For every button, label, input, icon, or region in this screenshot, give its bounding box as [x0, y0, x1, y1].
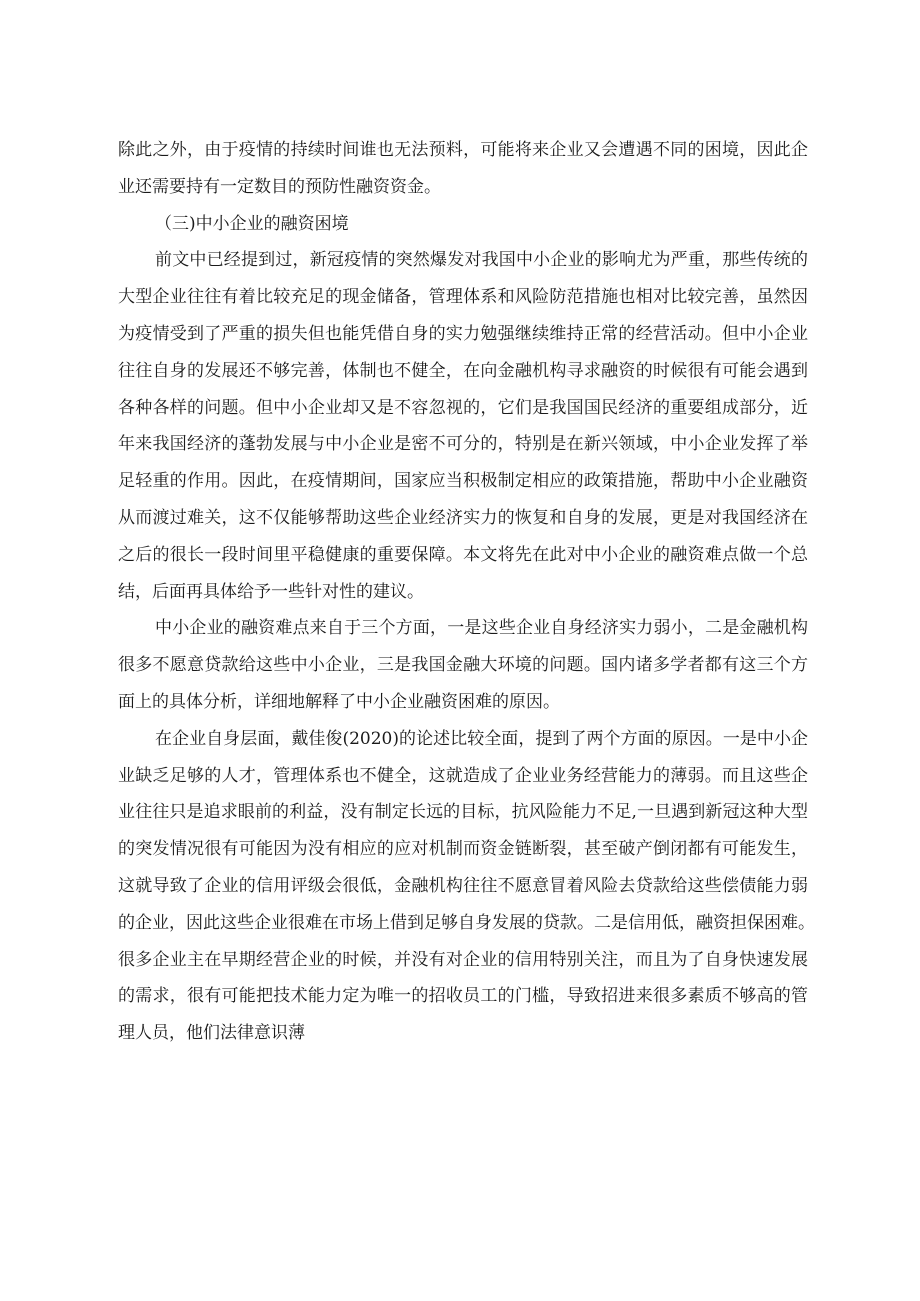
text-line: 业还需要持有一定数目的预防性融资资金。: [118, 176, 441, 197]
text-line: 结，后面再具体给予一些针对性的建议。: [118, 581, 424, 602]
text-line: 理人员，他们法律意识薄: [118, 1023, 305, 1044]
text-line: 的突发情况很有可能因为没有相应的应对机制而资金链断裂，甚至破产倒闭都有可能发生，: [118, 839, 808, 860]
text-line: 往往自身的发展还不够完善，体制也不健全，在向金融机构寻求融资的时候很有可能会遇到: [118, 360, 808, 381]
text-line: 足轻重的作用。因此，在疫情期间，国家应当积极制定相应的政策措施，帮助中小企业融资: [118, 471, 808, 492]
paragraph-first-line: 在企业自身层面，戴佳俊(2020)的论述比较全面，提到了两个方面的原因。一是中小企: [155, 728, 808, 749]
paragraph-first-line: 前文中已经提到过，新冠疫情的突然爆发对我国中小企业的影响尤为严重，那些传统的: [155, 250, 808, 271]
text-line: 很多不愿意贷款给这些中小企业，三是我国金融大环境的问题。国内诸多学者都有这三个方: [118, 655, 808, 676]
text-line: 的企业，因此这些企业很难在市场上借到足够自身发展的贷款。二是信用低，融资担保困难。: [118, 912, 815, 933]
text-line: 大型企业往往有着比较充足的现金储备，管理体系和风险防范措施也相对比较完善，虽然因: [118, 287, 808, 308]
text-line: 很多企业主在早期经营企业的时候，并没有对企业的信用特别关注，而且为了自身快速发展: [118, 949, 808, 970]
text-line: 之后的很长一段时间里平稳健康的重要保障。本文将先在此对中小企业的融资难点做一个总: [118, 544, 808, 565]
text-line: 面上的具体分析，详细地解释了中小企业融资困难的原因。: [118, 691, 560, 712]
text-line: 业往往只是追求眼前的利益，没有制定长远的目标，抗风险能力不足,一旦遇到新冠这种大型: [118, 802, 808, 823]
text-line: 业缺乏足够的人才，管理体系也不健全，这就造成了企业业务经营能力的薄弱。而且这些企: [118, 765, 808, 786]
document-body: [118, 132, 815, 1052]
text-line: 除此之外，由于疫情的持续时间谁也无法预料，可能将来企业又会遭遇不同的困境，因此企: [118, 140, 808, 160]
text-line: 各种各样的问题。但中小企业却又是不容忽视的，它们是我国国民经济的重要组成部分，近: [118, 397, 808, 418]
text-line: 的需求，很有可能把技术能力定为唯一的招收员工的门槛，导致招进来很多素质不够高的管: [118, 986, 808, 1007]
text-line: 从而渡过难关，这不仅能够帮助这些企业经济实力的恢复和自身的发展，更是对我国经济在: [118, 507, 808, 528]
paragraph-first-line: 中小企业的融资难点来自于三个方面，一是这些企业自身经济实力弱小，二是金融机构: [155, 618, 808, 639]
text-line: 年来我国经济的蓬勃发展与中小企业是密不可分的，特别是在新兴领域，中小企业发挥了举: [118, 434, 808, 455]
text-line: 这就导致了企业的信用评级会很低，金融机构往往不愿意冒着风险去贷款给这些偿债能力弱: [118, 875, 808, 896]
text-line: 为疫情受到了严重的损失但也能凭借自身的实力勉强继续维持正常的经营活动。但中小企业: [118, 323, 808, 344]
section-heading: （三)中小企业的融资困境: [155, 213, 349, 234]
